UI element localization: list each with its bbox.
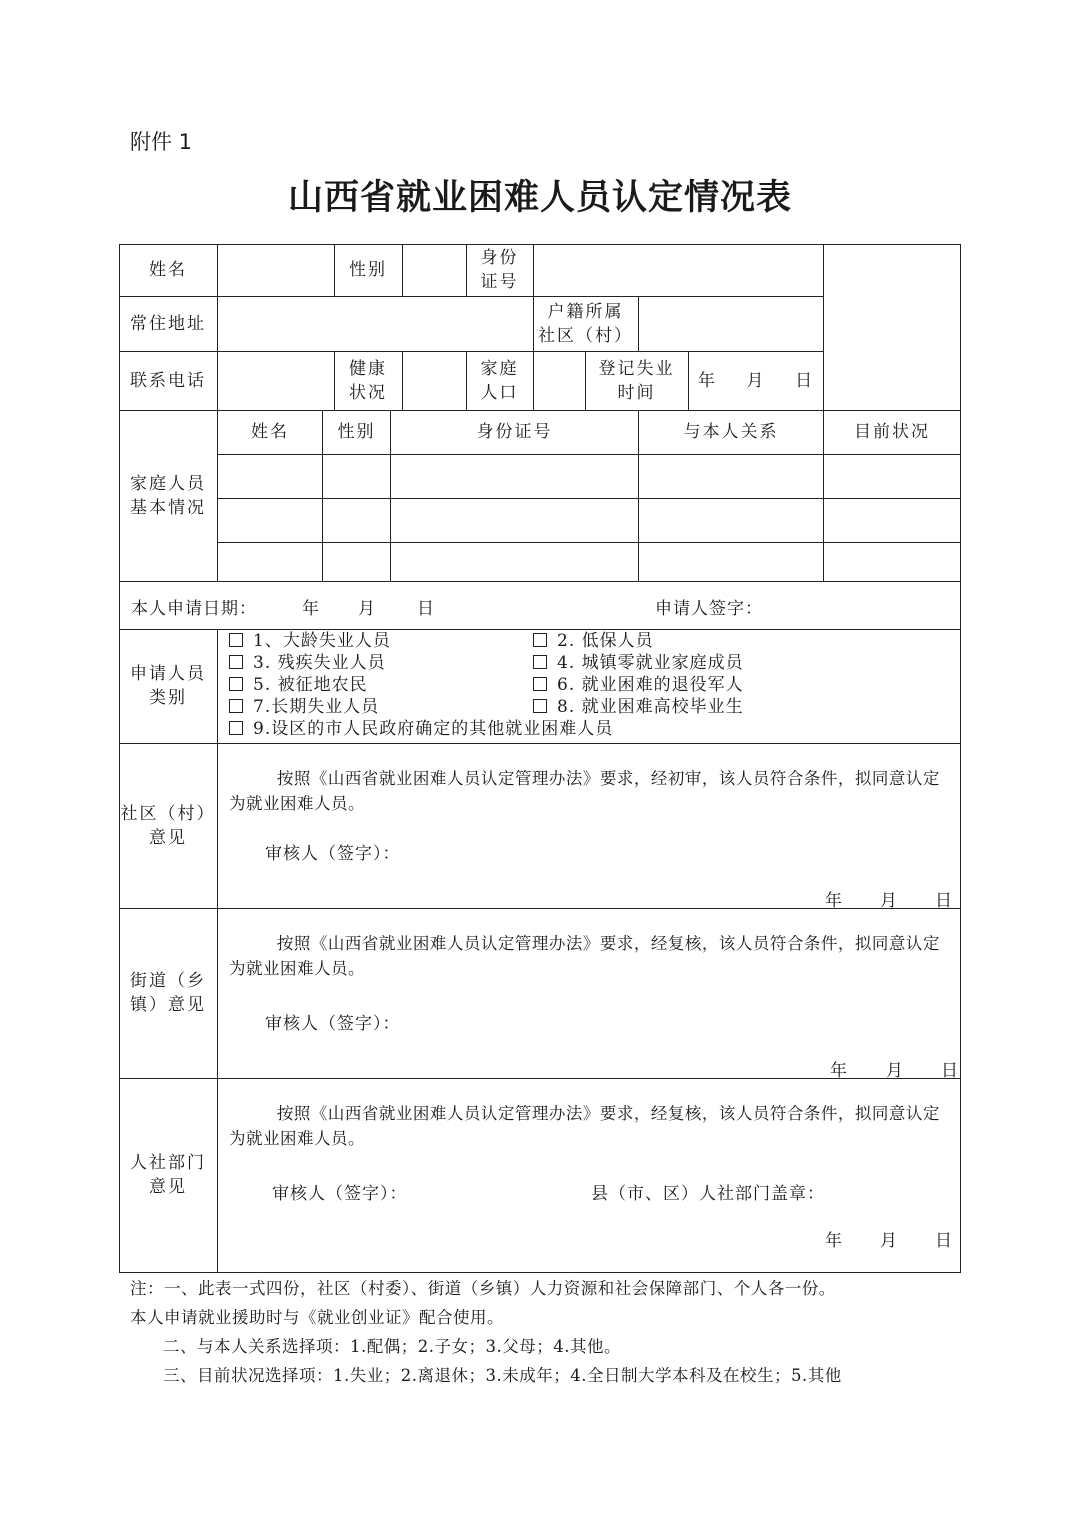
phone-field[interactable]: [218, 351, 334, 410]
family-col-relation: 与本人关系: [683, 422, 779, 442]
category-label-line1: 申请人员: [130, 664, 206, 684]
application-year: 年: [302, 599, 320, 619]
family-members-line2: 基本情况: [130, 497, 206, 518]
community-opinion-label: [119, 743, 217, 908]
family-size-field[interactable]: [534, 351, 585, 410]
checkbox-icon[interactable]: [229, 633, 243, 647]
checkbox-icon[interactable]: [229, 721, 243, 735]
community-reviewer-label: 审核人（签字）：: [265, 844, 401, 864]
health-label: [334, 351, 402, 410]
id-number-field[interactable]: [534, 244, 823, 296]
community-label-line2: 意见: [149, 827, 187, 848]
community-opinion-text: 按照《山西省就业困难人员认定管理办法》要求，经初审，该人员符合条件，拟同意认定为就业困难人员。: [229, 769, 940, 813]
community-day: 日: [935, 891, 953, 911]
category-option-2[interactable]: 2. 低保人员: [533, 630, 654, 652]
category-option-9[interactable]: 9.设区的市人民政府确定的其他就业困难人员: [229, 718, 613, 740]
col-divider: [217, 629, 218, 1272]
street-opinion-label: [119, 908, 217, 1078]
form-title: 山西省就业困难人员认定情况表: [287, 178, 792, 218]
hr-label-line1: 人社部门: [130, 1153, 206, 1173]
street-year: 年: [830, 1061, 848, 1081]
attachment-label: 附件 1: [130, 130, 193, 154]
family-members-line1: 家庭人员: [130, 473, 206, 494]
reg-label-line1: 登记失业: [598, 358, 675, 379]
huji-label-line1: 户籍所属: [547, 301, 624, 322]
name-field[interactable]: [218, 244, 334, 296]
street-month: 月: [886, 1061, 904, 1081]
row-divider: [217, 498, 961, 499]
category-option-7[interactable]: 7.长期失业人员: [229, 696, 379, 718]
gender-label: 性别: [349, 260, 387, 280]
applicant-category-label: [119, 629, 217, 743]
category-option-5[interactable]: 5. 被征地农民: [229, 674, 368, 696]
family-members-label: [119, 410, 217, 581]
id-number-label: [466, 244, 533, 296]
table-border-right: [960, 244, 961, 1273]
street-label-line1: 街道（乡: [130, 971, 206, 991]
hr-day: 日: [935, 1231, 953, 1251]
hr-reviewer-label: 审核人（签字）：: [272, 1184, 408, 1204]
hr-year: 年: [825, 1231, 843, 1251]
family-col-gender: 性别: [337, 422, 376, 442]
checkbox-icon[interactable]: [533, 655, 547, 669]
address-label: 常住地址: [130, 313, 206, 334]
checkbox-icon[interactable]: [229, 699, 243, 713]
family-label-line1: 家庭: [480, 358, 519, 379]
row-divider: [119, 581, 961, 582]
huji-label-line2: 社区（村）: [538, 325, 633, 346]
community-year: 年: [825, 891, 843, 911]
street-label-line2: 镇）意见: [130, 995, 206, 1015]
unemployment-registration-date[interactable]: 年 月 日: [697, 370, 815, 391]
address-field[interactable]: [218, 296, 533, 351]
unemployment-registration-label: [585, 351, 688, 410]
category-label-line2: 类别: [149, 688, 187, 708]
note-line-1: 注：一、此表一式四份，社区（村委）、街道（乡镇）人力资源和社会保障部门、个人各一份。: [130, 1279, 836, 1298]
row-divider: [217, 542, 961, 543]
photo-area: [824, 244, 960, 410]
application-month: 月: [358, 599, 376, 619]
household-community-field[interactable]: [639, 296, 823, 351]
category-option-4[interactable]: 4. 城镇零就业家庭成员: [533, 652, 744, 674]
note-line-2: 本人申请就业援助时与《就业创业证》配合使用。: [130, 1308, 504, 1327]
name-label: 姓名: [149, 260, 187, 280]
category-option-1[interactable]: 1、大龄失业人员: [229, 630, 391, 652]
reg-label-line2: 时间: [617, 382, 656, 403]
street-day: 日: [941, 1061, 959, 1081]
id-label-line1: 身份: [480, 248, 519, 268]
family-label-line2: 人口: [480, 382, 519, 403]
table-border-bottom: [119, 1272, 961, 1273]
application-date-label: 本人申请日期：: [131, 599, 257, 619]
note-line-4: 三、目前状况选择项：1.失业；2.离退休；3.未成年；4.全日制大学本科及在校生；5.其他: [163, 1366, 842, 1385]
applicant-signature-label: 申请人签字：: [655, 599, 763, 619]
street-reviewer-label: 审核人（签字）：: [265, 1014, 401, 1034]
id-label-line2: 证号: [480, 272, 519, 292]
hr-opinion-label: [119, 1078, 217, 1272]
community-month: 月: [880, 891, 898, 911]
health-label-line1: 健康: [349, 358, 387, 379]
street-opinion-text: 按照《山西省就业困难人员认定管理办法》要求，经复核，该人员符合条件，拟同意认定为就业困难人员。: [229, 934, 940, 978]
phone-label: 联系电话: [130, 370, 206, 391]
checkbox-icon[interactable]: [229, 677, 243, 691]
hr-label-line2: 意见: [149, 1177, 187, 1197]
row-divider: [119, 743, 961, 744]
note-line-3: 二、与本人关系选择项：1.配偶；2.子女；3.父母；4.其他。: [163, 1337, 621, 1356]
family-col-name: 姓名: [251, 422, 289, 442]
checkbox-icon[interactable]: [533, 677, 547, 691]
hr-opinion-text: 按照《山西省就业困难人员认定管理办法》要求，经复核，该人员符合条件，拟同意认定为就业困难人员。: [229, 1104, 940, 1148]
family-size-label: [466, 351, 533, 410]
household-community-label: [533, 296, 638, 351]
row-divider: [217, 454, 961, 455]
family-col-status: 目前状况: [854, 422, 930, 442]
category-option-8[interactable]: 8. 就业困难高校毕业生: [533, 696, 744, 718]
category-option-3[interactable]: 3. 残疾失业人员: [229, 652, 386, 674]
gender-field[interactable]: [403, 244, 466, 296]
application-day: 日: [417, 599, 435, 619]
health-label-line2: 状况: [349, 382, 387, 403]
hr-seal-label: 县（市、区）人社部门盖章：: [591, 1184, 825, 1204]
checkbox-icon[interactable]: [229, 655, 243, 669]
health-field[interactable]: [403, 351, 466, 410]
form-table: [119, 244, 961, 1273]
category-option-6[interactable]: 6. 就业困难的退役军人: [533, 674, 744, 696]
checkbox-icon[interactable]: [533, 633, 547, 647]
family-col-id: 身份证号: [476, 422, 553, 442]
community-label-line1: 社区（村）: [120, 803, 216, 824]
checkbox-icon[interactable]: [533, 699, 547, 713]
hr-month: 月: [880, 1231, 898, 1251]
